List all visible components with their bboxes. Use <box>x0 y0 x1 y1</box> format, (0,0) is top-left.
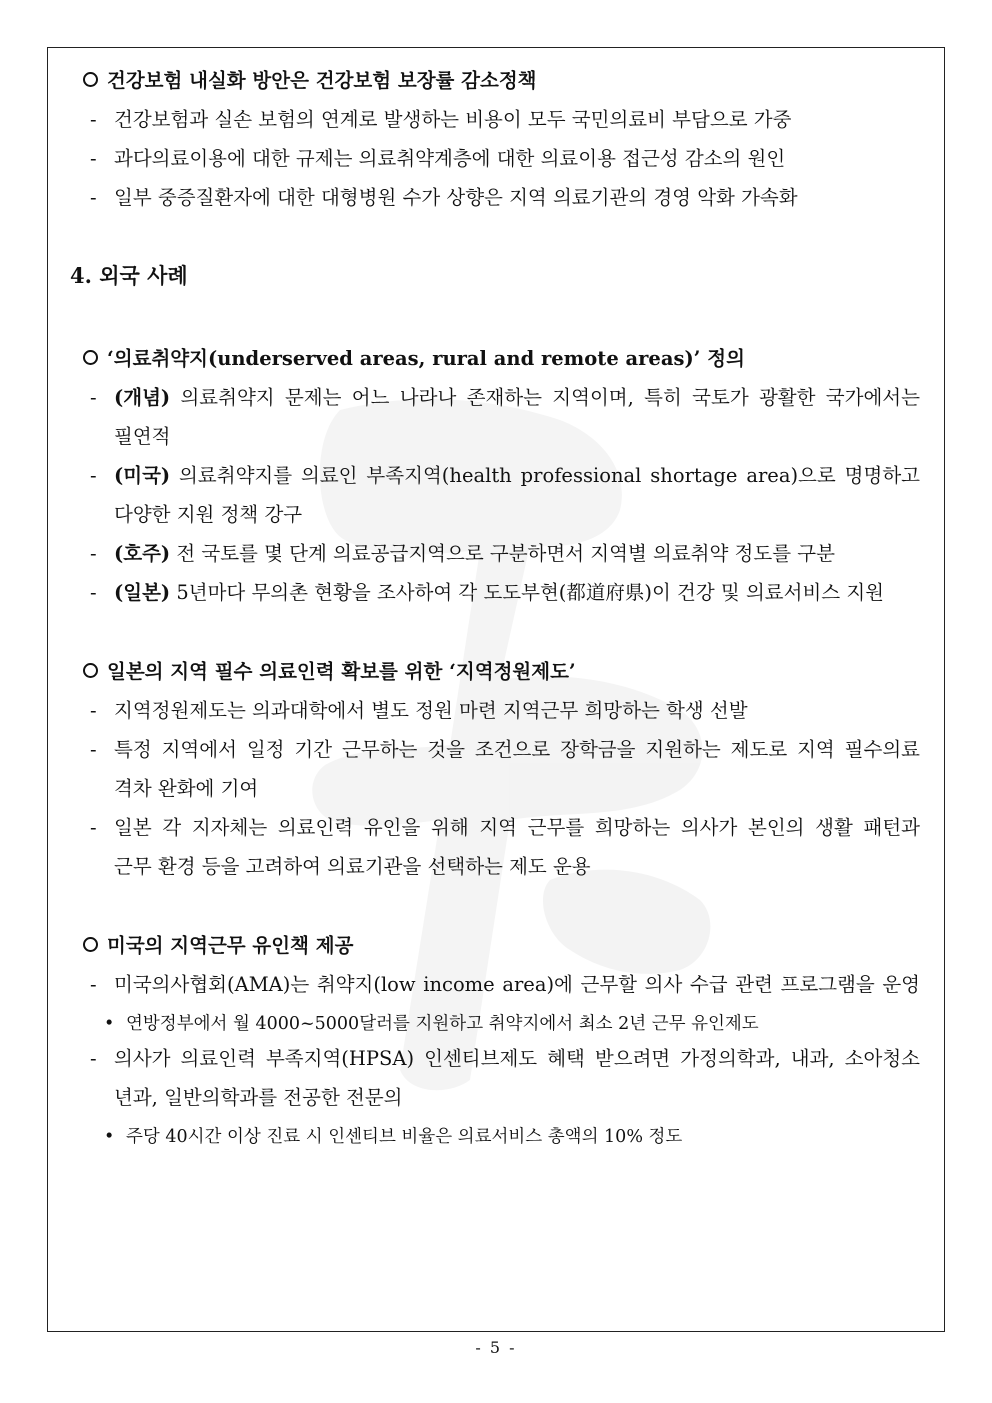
list-item: - 의사가 의료인력 부족지역(HPSA) 인센티브제도 혜택 받으려면 가정의학과, 내과, 소아청소 <box>90 1047 920 1070</box>
hollow-circle-icon <box>83 350 98 365</box>
hollow-circle-icon <box>83 72 98 87</box>
list-item: - (일본) 5년마다 무의촌 현황을 조사하여 각 도도부현(都道府県)이 건강 및 의료서비스 지원 <box>90 581 885 604</box>
heading-definition: ‘의료취약지(underserved areas, rural and remote areas)’ 정의 <box>83 345 745 373</box>
heading-insurance: 건강보험 내실화 방안은 건강보험 보장률 감소정책 <box>83 67 537 95</box>
list-item-continuation: 다양한 지원 정책 강구 <box>114 503 303 526</box>
list-item: - (미국) 의료취약지를 의료인 부족지역(health professional shortage area)으로 명명하고 <box>90 464 920 487</box>
list-item: - 특정 지역에서 일정 기간 근무하는 것을 조건으로 장학금을 지원하는 제도로 지역 필수의료 <box>90 738 920 761</box>
list-item-continuation: 년과, 일반의학과를 전공한 전문의 <box>114 1086 403 1109</box>
heading-japan: 일본의 지역 필수 의료인력 확보를 위한 ‘지역정원제도’ <box>83 658 576 686</box>
list-item-continuation: 필연적 <box>114 425 171 448</box>
list-item: - 미국의사협회(AMA)는 취약지(low income area)에 근무할 의사 수급 관련 프로그램을 운영 <box>90 973 920 996</box>
section-title: 4. 외국 사례 <box>70 263 188 288</box>
heading-usa: 미국의 지역근무 유인책 제공 <box>83 932 353 960</box>
list-item: - (호주) 전 국토를 몇 단계 의료공급지역으로 구분하면서 지역별 의료취약 정도를 구분 <box>90 542 835 565</box>
list-item-continuation: 근무 환경 등을 고려하여 의료기관을 선택하는 제도 운용 <box>114 855 591 878</box>
list-item: - 일부 중증질환자에 대한 대형병원 수가 상향은 지역 의료기관의 경영 악화 가속화 <box>90 186 798 209</box>
hollow-circle-icon <box>83 937 98 952</box>
list-item-continuation: 격차 완화에 기여 <box>114 777 259 800</box>
page-number: - 5 - <box>475 1338 517 1357</box>
hollow-circle-icon <box>83 663 98 678</box>
bullet-item: • 주당 40시간 이상 진료 시 인센티브 비율은 의료서비스 총액의 10% 정도 <box>104 1127 683 1147</box>
list-item: - 건강보험과 실손 보험의 연계로 발생하는 비용이 모두 국민의료비 부담으로 가중 <box>90 108 792 131</box>
list-item: - 일본 각 지자체는 의료인력 유인을 위해 지역 근무를 희망하는 의사가 본인의 생활 패턴과 <box>90 816 920 839</box>
bullet-item: • 연방정부에서 월 4000~5000달러를 지원하고 취약지에서 최소 2년 근무 유인제도 <box>104 1014 759 1034</box>
list-item: - 과다의료이용에 대한 규제는 의료취약계층에 대한 의료이용 접근성 감소의 원인 <box>90 147 786 170</box>
list-item: - 지역정원제도는 의과대학에서 별도 정원 마련 지역근무 희망하는 학생 선발 <box>90 699 748 722</box>
list-item: - (개념) 의료취약지 문제는 어느 나라나 존재하는 지역이며, 특히 국토가 광활한 국가에서는 <box>90 386 920 409</box>
